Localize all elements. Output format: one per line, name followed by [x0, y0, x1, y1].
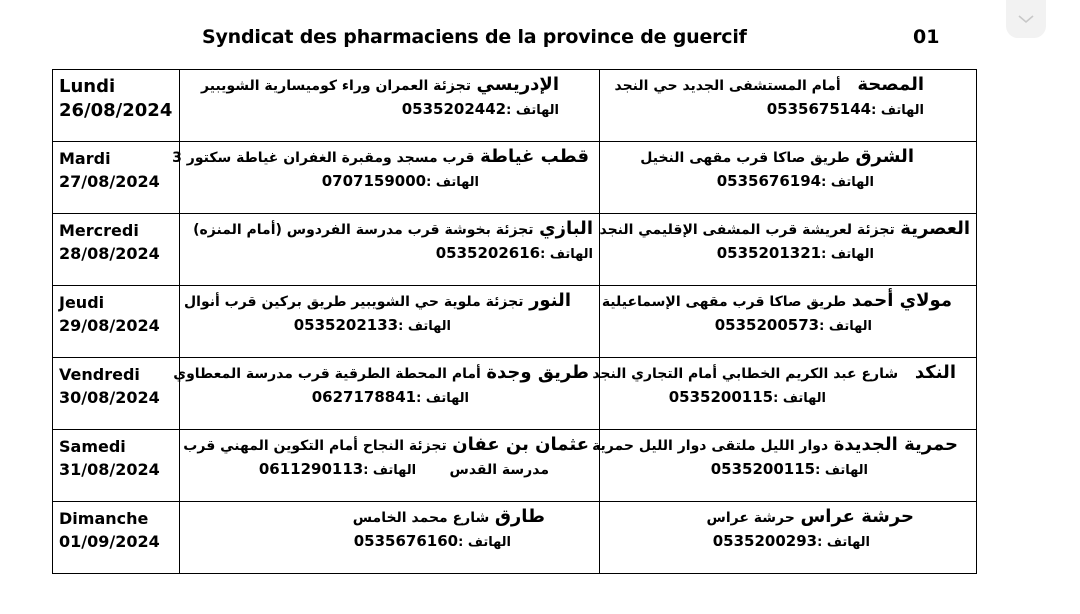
day-name: Dimanche [59, 509, 149, 528]
pharmacy-cell-left [180, 70, 600, 142]
pharmacy-address: طريق صاكا قرب مقهى الإسماعيلية [601, 294, 847, 310]
pharmacy-cell-left [180, 430, 600, 502]
chevron-down-icon [1017, 13, 1035, 25]
day-name: Mardi [59, 149, 111, 168]
collapse-button[interactable] [1006, 0, 1046, 38]
pharmacy-address-continued: مدرسة القدس [449, 462, 549, 478]
pharmacy-address: شارع محمد الخامس [352, 510, 490, 526]
pharmacy-cell-left [180, 286, 600, 358]
day-cell [53, 70, 180, 142]
phone-number: 0535676194 [716, 172, 822, 190]
pharmacy-address: تجزئة ملوية حي الشويبير طريق بركين قرب أنوال [184, 294, 524, 310]
pharmacy-cell-left [173, 358, 600, 430]
day-date: 28/08/2024 [59, 244, 160, 263]
table-row [53, 502, 977, 574]
pharmacy-cell-left [180, 502, 600, 574]
pharmacy-address: قرب مسجد ومقبرة الغفران غياطة سكتور 3 [172, 150, 475, 166]
pharmacy-address: تجزئة بخوشة قرب مدرسة الفردوس (أمام المنزه) [193, 222, 534, 238]
day-cell [53, 358, 180, 430]
phone-label: الهاتف : [815, 463, 868, 478]
day-date: 26/08/2024 [59, 100, 173, 121]
day-date: 27/08/2024 [59, 172, 160, 191]
phone-label: الهاتف : [398, 319, 451, 334]
page-header [0, 26, 1080, 56]
pharmacy-address: أمام المحطة الطرقية قرب مدرسة المعطاوي [173, 366, 481, 382]
phone-number: 0611290113 [258, 460, 364, 478]
table-row [53, 70, 977, 142]
document-number: 01 [913, 26, 940, 48]
phone-label: الهاتف : [821, 175, 874, 190]
phone-number: 0535200115 [710, 460, 816, 478]
table-row [53, 430, 977, 502]
pharmacy-address: تجزئة لعريشة قرب المشفى الإقليمي النجد [599, 222, 895, 238]
phone-label: الهاتف : [773, 391, 826, 406]
pharmacy-cell-right [600, 214, 977, 286]
pharmacy-name: حمرية الجديدة [833, 434, 958, 455]
pharmacy-cell-left [172, 142, 600, 214]
pharmacy-name: مولاي أحمد [851, 290, 952, 311]
phone-number: 0707159000 [321, 172, 427, 190]
pharmacy-name: الشرق [855, 146, 914, 167]
duty-pharmacy-table [52, 69, 977, 574]
phone-number: 0535201321 [716, 244, 822, 262]
day-date: 29/08/2024 [59, 316, 160, 335]
pharmacy-address: تجزئة العمران وراء كوميسارية الشويبير [201, 78, 471, 94]
phone-label: الهاتف : [817, 535, 870, 550]
pharmacy-cell-right [600, 502, 977, 574]
phone-label: الهاتف : [540, 247, 593, 262]
pharmacy-name: العصرية [900, 218, 970, 239]
day-name: Vendredi [59, 365, 140, 384]
phone-number: 0535675144 [766, 100, 872, 118]
table-row [53, 358, 977, 430]
phone-label: الهاتف : [458, 535, 511, 550]
day-cell [53, 430, 180, 502]
pharmacy-name: البازي [539, 218, 593, 239]
pharmacy-name: الإدريسي [476, 74, 559, 95]
day-date: 30/08/2024 [59, 388, 160, 407]
phone-label: الهاتف : [363, 463, 417, 478]
document-title: Syndicat des pharmaciens de la province de guercif [202, 26, 747, 48]
day-cell [53, 502, 180, 574]
day-name: Lundi [59, 76, 116, 97]
pharmacy-name: المصحة [857, 74, 924, 95]
pharmacy-cell-left [180, 214, 600, 286]
pharmacy-name: حرشة عراس [800, 506, 914, 527]
pharmacy-address: حرشة عراس [706, 510, 795, 526]
pharmacy-address: شارع عبد الكريم الخطابي أمام التجاري النجد [592, 366, 899, 382]
table-row [53, 214, 977, 286]
phone-label: الهاتف : [821, 247, 874, 262]
pharmacy-name: النور [529, 290, 571, 311]
day-name: Mercredi [59, 221, 139, 240]
phone-number: 0535200573 [714, 316, 820, 334]
pharmacy-cell-right [600, 286, 977, 358]
pharmacy-cell-right [600, 142, 977, 214]
pharmacy-name: النكد [914, 362, 956, 383]
table-row [53, 142, 977, 214]
phone-label: الهاتف : [426, 175, 479, 190]
phone-label: الهاتف : [819, 319, 872, 334]
pharmacy-address: تجزئة النجاح أمام التكوين المهني قرب [183, 438, 447, 454]
day-cell [53, 142, 180, 214]
phone-number: 0535202442 [401, 100, 507, 118]
pharmacy-name: قطب غياطة [480, 146, 589, 167]
day-cell [53, 214, 180, 286]
phone-label: الهاتف : [506, 103, 559, 118]
pharmacy-address: أمام المستشفى الجديد حي النجد [614, 78, 841, 94]
pharmacy-cell-right [600, 70, 977, 142]
phone-number: 0535676160 [353, 532, 459, 550]
day-date: 01/09/2024 [59, 532, 160, 551]
phone-number: 0535202133 [293, 316, 399, 334]
phone-number: 0535200293 [712, 532, 818, 550]
phone-number: 0535202616 [435, 244, 541, 262]
day-name: Jeudi [59, 293, 105, 312]
day-date: 31/08/2024 [59, 460, 160, 479]
day-name: Samedi [59, 437, 126, 456]
phone-number: 0627178841 [311, 388, 417, 406]
table-row [53, 286, 977, 358]
pharmacy-name: طريق وجدة [486, 362, 589, 383]
phone-number: 0535200115 [668, 388, 774, 406]
pharmacy-address: طريق صاكا قرب مقهى النخيل [640, 150, 850, 166]
pharmacy-name: عثمان بن عفان [452, 434, 589, 455]
phone-label: الهاتف : [871, 103, 924, 118]
pharmacy-address: دوار الليل ملتقى دوار الليل حمرية [592, 438, 829, 454]
phone-label: الهاتف : [416, 391, 469, 406]
day-cell [53, 286, 180, 358]
pharmacy-name: طارق [494, 506, 545, 527]
pharmacy-cell-right [592, 430, 977, 502]
pharmacy-cell-right [592, 358, 977, 430]
